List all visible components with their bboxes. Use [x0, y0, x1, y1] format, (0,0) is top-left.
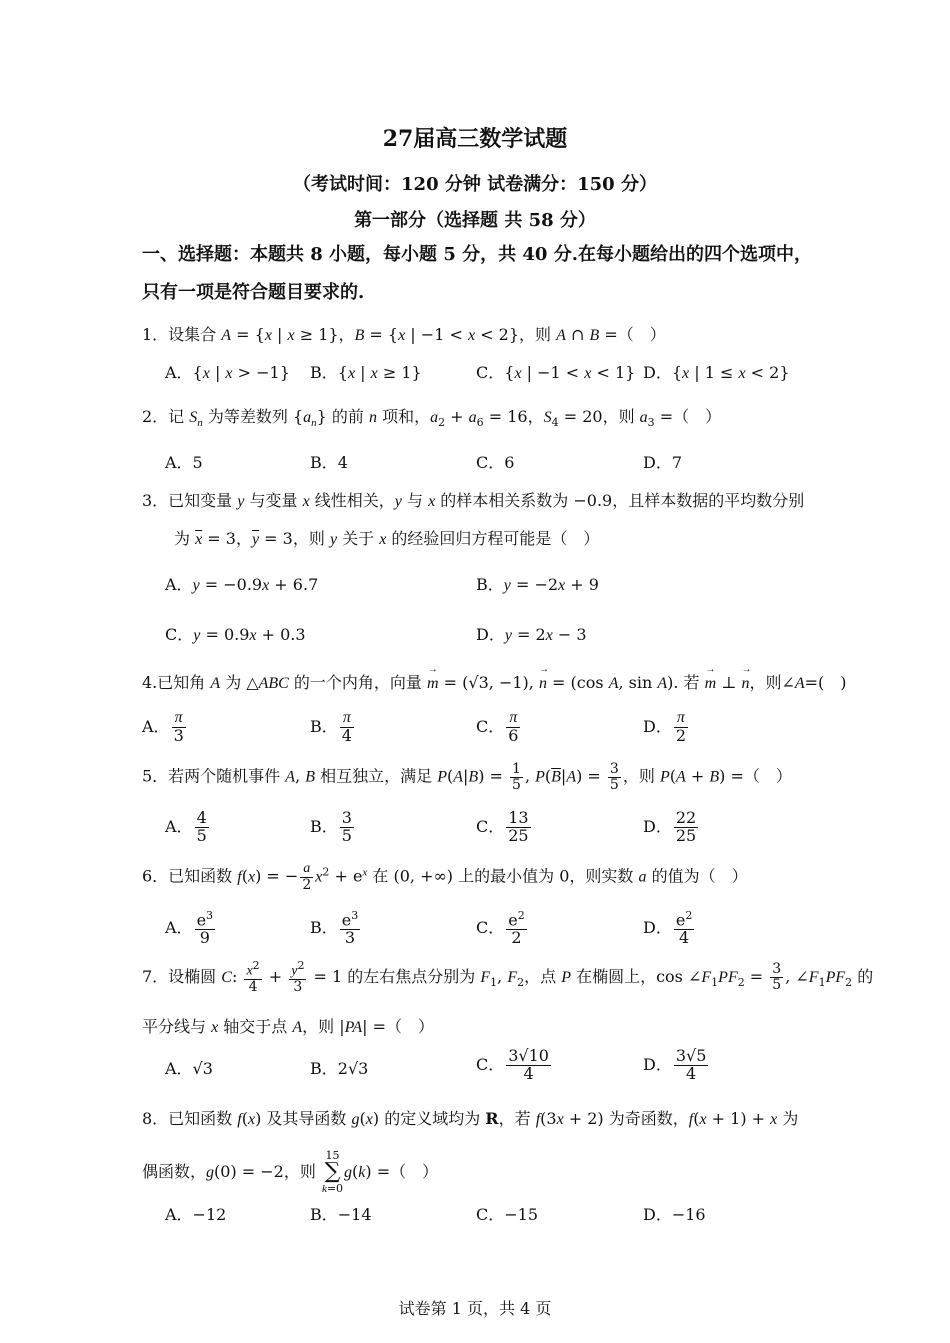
question-5: 5．若两个随机事件 A, B 相互独立，满足 P(A|B) = $\frac{1}{5}$ , $P(\overline{B}|A)$ = $\frac{3}{5}$ ，则 P(A + B) =（ ）: [142, 761, 792, 793]
question-8-line2: 偶函数，g(0) = −2，则 15 ∑ k=0g(k) =（ ）: [142, 1149, 439, 1195]
q1-option-a: A．{x | x > −1}: [165, 363, 290, 382]
question-4: 4.已知角 A 为 △ABC 的一个内角，向量 → m = (√3, −1), → n = (cos A, sin A). 若 → m ⊥ → n，则∠A=( ): [142, 670, 847, 693]
q4-option-c: C． $\frac{\pi}{6}$: [476, 709, 519, 745]
q6-option-c: C． $\frac{e^2}{2}$: [476, 909, 525, 948]
question-1: 1．设集合 A = {x | x ≥ 1}，B = {x | −1 < x < 2}，则 A ∩ B =（ ）: [142, 325, 666, 344]
q2-option-c: C．6: [476, 453, 515, 472]
q3-option-c: C．y = 0.9x + 0.3: [165, 625, 306, 644]
q7-option-a: A．√3: [165, 1059, 213, 1078]
q3-option-b: B．y = −2x + 9: [476, 575, 599, 594]
exam-info: （考试时间：120 分钟 试卷满分：150 分）: [293, 174, 657, 195]
question-7-line2: 平分线与 x 轴交于点 A，则 |PA| =（ ）: [142, 1017, 435, 1036]
question-3-line1: 3．已知变量 y 与变量 x 线性相关，y 与 x 的样本相关系数为 −0.9，且样本数据的平均数分别: [142, 491, 805, 510]
q7-option-c: C． $\frac{3√10}{4}$: [476, 1046, 549, 1083]
question-8-line1: 8．已知函数 f(x) 及其导函数 g(x) 的定义域均为 R，若 f(3x + 2) 为奇函数，f(x + 1) + x 为: [142, 1109, 799, 1128]
q1-option-c: C．{x | −1 < x < 1}: [476, 363, 636, 382]
q5-option-d: D． $\frac{22}{25}$: [643, 808, 697, 845]
q1-option-b: B．{x | x ≥ 1}: [310, 363, 422, 382]
q2-option-b: B．4: [310, 453, 348, 472]
page-footer: 试卷第 1 页，共 4 页: [398, 1299, 552, 1318]
q4-option-d: D． $\frac{\pi}{2}$: [643, 709, 687, 745]
q4-option-b: B． $\frac{\pi}{4}$: [310, 709, 352, 745]
section-heading-line1: 一、选择题：本题共 8 小题，每小题 5 分，共 40 分.在每小题给出的四个选项中，: [142, 244, 812, 265]
question-2: 2．记 $S_n$ 为等差数列 $\{a_n\}$ 的前 n 项和，$a_2 + a_6 = 16$，$S_4 = 20$，则 $a_3$ =（ ）: [142, 407, 722, 430]
section-heading-line2: 只有一项是符合题目要求的.: [142, 282, 365, 303]
q5-option-a: A． $\frac{4}{5}$: [165, 808, 207, 845]
q8-option-a: A．−12: [165, 1205, 227, 1224]
q3-option-d: D．y = 2x − 3: [476, 625, 587, 644]
q8-option-d: D．−16: [643, 1205, 706, 1224]
part-heading: 第一部分（选择题 共 58 分）: [354, 210, 596, 231]
q7-option-d: D． $\frac{3√5}{4}$: [643, 1046, 707, 1083]
page-title: 27届高三数学试题: [382, 126, 568, 152]
q5-option-c: C． $\frac{13}{25}$: [476, 808, 529, 845]
q2-option-a: A．5: [165, 453, 203, 472]
q6-option-d: D． $\frac{e^2}{4}$: [643, 909, 693, 948]
q4-option-a: A． $\frac{\pi}{3}$: [142, 709, 184, 745]
q1-option-d: D．{x | 1 ≤ x < 2}: [643, 363, 790, 382]
q6-option-a: A． $\frac{e^3}{9}$: [165, 909, 214, 948]
q7-option-b: B．2√3: [310, 1059, 369, 1078]
q8-option-b: B．−14: [310, 1205, 372, 1224]
question-7-line1: 7．设椭圆 C: $\frac{x^2}{4}$ + $\frac{y^2}{3}$ = 1 的左右焦点分别为 $F_1$, $F_2$，点 P 在椭圆上，$\cos \angle F_1PF_2$ = $\frac{3}{5}$ , $\angle F_1PF_2$ 的: [142, 959, 874, 996]
question-3-line2: 为 $\overline{x} = 3$，$\overline{y} = 3$，则 y 关于 x 的经验回归方程可能是（ ）: [174, 529, 600, 548]
question-6: 6．已知函数 f(x) = − $\frac{a}{2}$ $x^2 + e^x$ 在 (0, +∞) 上的最小值为 0，则实数 a 的值为（ ）: [142, 861, 748, 893]
q5-option-b: B． $\frac{3}{5}$: [310, 808, 352, 845]
q6-option-b: B． $\frac{e^3}{3}$: [310, 909, 359, 948]
q3-option-a: A．y = −0.9x + 6.7: [165, 575, 319, 594]
q2-option-d: D．7: [643, 453, 683, 472]
q8-option-c: C．−15: [476, 1205, 539, 1224]
